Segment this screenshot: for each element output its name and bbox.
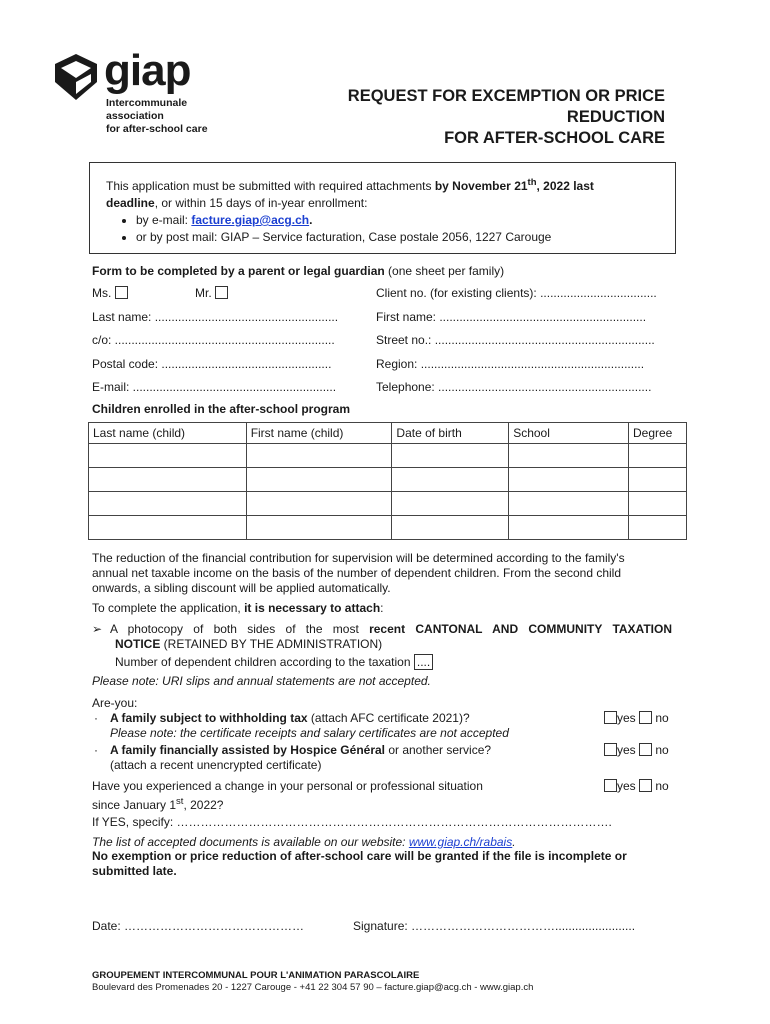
notice-sup: th (527, 177, 537, 188)
notice-post-item: • or by post mail: GIAP – Service facturation, Case postale 2056, 1227 Carouge (136, 229, 661, 246)
table-cell[interactable] (628, 492, 686, 516)
reduction-paragraph (92, 551, 682, 596)
mr-label: Mr. (195, 286, 212, 300)
email-prefix: by e-mail: (136, 213, 192, 227)
uri-note: Please note: URI slips and annual statements are not accepted. (92, 674, 431, 688)
no-label: no (655, 743, 669, 757)
ms-checkbox[interactable] (115, 286, 128, 299)
title-line: REDUCTION (566, 108, 665, 126)
giap-logo-icon (53, 52, 99, 102)
table-header-row (89, 423, 687, 444)
q2-answers (604, 743, 669, 758)
subtitle-line: Intercommunale (106, 97, 188, 109)
col-degree: Degree (628, 423, 686, 444)
reduction-line: onwards, a sibling discount will be applied automatically. (92, 581, 391, 595)
q3-yes-checkbox[interactable] (604, 779, 617, 792)
q2-note: (attach a recent unencrypted certificate) (110, 758, 322, 772)
photocopy-text: A photocopy of both sides of the most (110, 622, 370, 636)
table-cell[interactable] (392, 516, 509, 540)
email-link[interactable]: facture.giap@acg.ch (191, 213, 310, 227)
notice-text (106, 174, 661, 195)
table-row (89, 468, 687, 492)
yes-label: yes (617, 743, 636, 757)
page-title (275, 86, 665, 149)
title-line: REQUEST FOR EXCEMPTION OR PRICE (347, 87, 665, 105)
col-first-name: First name (child) (246, 423, 392, 444)
form-heading-note: (one sheet per family) (384, 264, 505, 278)
logo-wordmark: giap (104, 46, 191, 95)
email-suffix: . (309, 213, 313, 227)
form-heading (92, 264, 504, 279)
yes-label: yes (617, 779, 636, 793)
table-cell[interactable] (628, 468, 686, 492)
notice-intro-2: , or within 15 days of in-year enrollment: (154, 196, 368, 210)
photocopy-bold: recent CANTONAL AND COMMUNITY TAXATION (369, 622, 673, 636)
q3-line2-end: , 2022? (183, 798, 224, 812)
notice-text-2 (106, 195, 661, 212)
q1-bold: A family subject to withholding tax (110, 711, 308, 725)
subtitle-line: association (106, 110, 164, 122)
attach-colon: : (380, 601, 384, 615)
attach-intro-text: To complete the application, (92, 601, 245, 615)
table-cell[interactable] (89, 444, 247, 468)
children-table (88, 422, 687, 540)
photocopy-line (110, 622, 672, 637)
table-cell[interactable] (392, 492, 509, 516)
q1-yes-checkbox[interactable] (604, 711, 617, 724)
documents-note (92, 835, 516, 850)
q3-line2: since January 1 (92, 798, 177, 812)
q3-sup: st (176, 796, 184, 807)
co-field[interactable]: c/o: .................................................................. (92, 333, 335, 347)
q1-no-checkbox[interactable] (639, 711, 652, 724)
photocopy-item (92, 622, 682, 670)
ms-option (92, 286, 128, 301)
client-no-field[interactable]: Client no. (for existing clients): ................................... (376, 286, 657, 300)
table-row (89, 444, 687, 468)
table-row (89, 492, 687, 516)
table-cell[interactable] (392, 468, 509, 492)
table-cell[interactable] (89, 516, 247, 540)
email-field[interactable]: E-mail: ............................................................. (92, 380, 337, 394)
notice-intro: This application must be submitted with required attachments (106, 179, 435, 193)
documents-suffix: . (512, 835, 516, 849)
mr-option (195, 286, 228, 301)
q2-yes-checkbox[interactable] (604, 743, 617, 756)
warning-text (92, 849, 627, 879)
question-change (92, 779, 483, 813)
col-date-of-birth: Date of birth (392, 423, 509, 444)
table-cell[interactable] (246, 444, 392, 468)
notice-bold: NOTICE (115, 637, 161, 651)
q1-rest: (attach AFC certificate 2021)? (307, 711, 470, 725)
table-row (89, 516, 687, 540)
question-hospice (94, 743, 491, 773)
question-withholding (94, 711, 509, 741)
logo-subtitle (106, 97, 246, 136)
table-cell[interactable] (509, 468, 629, 492)
yes-label: yes (617, 711, 636, 725)
if-yes-field[interactable]: If YES, specify: ………………………………………………………………………………………………. (92, 815, 612, 829)
mr-checkbox[interactable] (215, 286, 228, 299)
region-field[interactable]: Region: ................................................................... (376, 357, 645, 371)
notice-email-item (136, 212, 661, 229)
col-last-name: Last name (child) (89, 423, 247, 444)
no-label: no (655, 779, 669, 793)
table-cell[interactable] (392, 444, 509, 468)
signature-field[interactable]: Signature: ………………………………........................ (353, 919, 636, 933)
q3-no-checkbox[interactable] (639, 779, 652, 792)
first-name-field[interactable]: First name: .............................................................. (376, 310, 647, 324)
no-label: no (655, 711, 669, 725)
form-heading-bold: Form to be completed by a parent or legal guardian (92, 264, 385, 278)
notice-deadline-word: deadline (106, 196, 155, 210)
subtitle-line: for after-school care (106, 123, 208, 135)
submission-notice (89, 162, 676, 254)
dot-bullet-icon: · (94, 711, 98, 725)
footer-org: GROUPEMENT INTERCOMMUNAL POUR L'ANIMATION PARASCOLAIRE (92, 970, 420, 981)
street-field[interactable]: Street no.: .................................................................. (376, 333, 655, 347)
table-cell[interactable] (509, 492, 629, 516)
rabais-link[interactable]: www.giap.ch/rabais (408, 835, 513, 849)
documents-text: The list of accepted documents is available on our website: (92, 835, 409, 849)
table-cell[interactable] (509, 444, 629, 468)
are-you-label: Are-you: (92, 696, 138, 710)
notice-deadline-year: , 2022 last (536, 179, 594, 193)
dependent-label: Number of dependent children according to the taxation (115, 655, 411, 669)
dot-bullet-icon: · (94, 743, 98, 757)
last-name-field[interactable]: Last name: ....................................................... (92, 310, 339, 324)
q3-answers (604, 779, 669, 794)
notice-rest: (RETAINED BY THE ADMINISTRATION) (160, 637, 383, 651)
table-cell[interactable] (89, 468, 247, 492)
warning-line: No exemption or price reduction of after-school care will be granted if the file is incomplete or (92, 849, 627, 863)
arrow-bullet-icon: ➢ (92, 622, 103, 636)
warning-line: submitted late. (92, 864, 177, 878)
attach-bold: it is necessary to attach (244, 601, 381, 615)
q2-bold: A family financially assisted by Hospice Général (110, 743, 385, 757)
reduction-line: The reduction of the financial contribution for supervision will be determined according to the family's (92, 551, 625, 565)
children-heading: Children enrolled in the after-school program (92, 402, 351, 416)
q1-answers (604, 711, 669, 726)
table-cell[interactable] (89, 492, 247, 516)
telephone-field[interactable]: Telephone: ................................................................ (376, 380, 652, 394)
q1-note: Please note: the certificate receipts and salary certificates are not accepted (110, 726, 509, 740)
footer (92, 970, 533, 994)
table-cell[interactable] (628, 444, 686, 468)
notice-deadline: by November 21 (434, 179, 528, 193)
ms-label: Ms. (92, 286, 112, 300)
table-cell[interactable] (509, 516, 629, 540)
footer-address: Boulevard des Promenades 20 - 1227 Carouge - +41 22 304 57 90 – facture.giap@acg.ch - www.giap.ch (92, 982, 534, 993)
attach-intro (92, 601, 384, 616)
col-school: School (509, 423, 629, 444)
postal-code-field[interactable]: Postal code: ................................................... (92, 357, 332, 371)
title-line: FOR AFTER-SCHOOL CARE (444, 129, 665, 147)
q2-rest: or another service? (385, 743, 492, 757)
table-cell[interactable] (246, 492, 392, 516)
dependent-count-box[interactable]: .... (414, 654, 433, 670)
table-cell[interactable] (246, 516, 392, 540)
q3-line1: Have you experienced a change in your personal or professional situation (92, 779, 483, 793)
reduction-line: annual net taxable income on the basis of the number of dependent children. From the second child (92, 566, 622, 580)
date-field[interactable]: Date: ……………………………………… (92, 919, 305, 933)
table-cell[interactable] (246, 468, 392, 492)
q2-no-checkbox[interactable] (639, 743, 652, 756)
table-cell[interactable] (628, 516, 686, 540)
